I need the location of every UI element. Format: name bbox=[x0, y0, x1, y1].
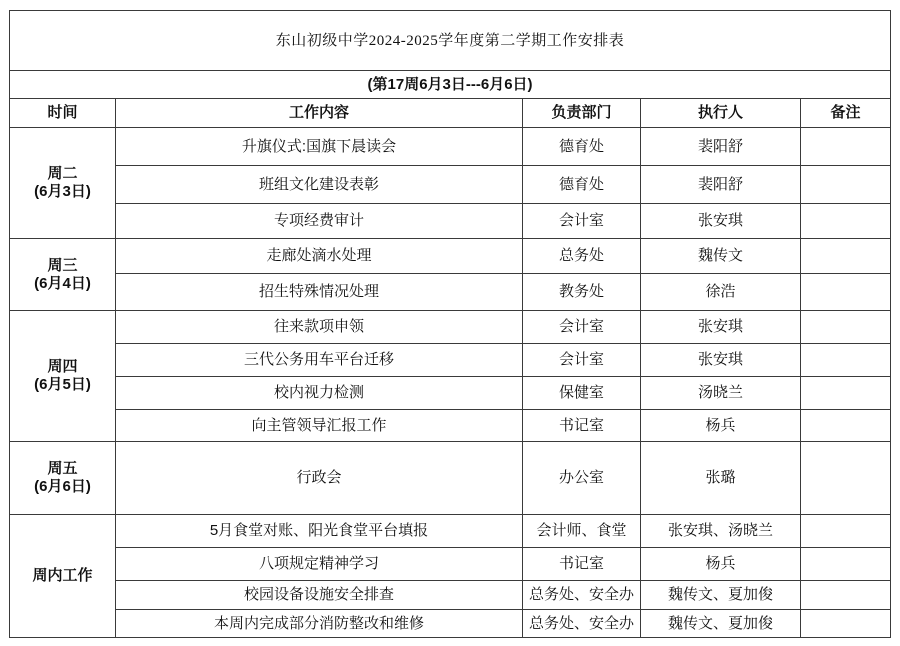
content-cell: 班组文化建设表彰 bbox=[116, 166, 523, 204]
table-row bbox=[10, 581, 891, 610]
dept-cell: 会计师、食堂 bbox=[523, 515, 641, 548]
note-cell bbox=[801, 204, 891, 239]
dept-cell: 德育处 bbox=[523, 166, 641, 204]
content-cell: 本周内完成部分消防整改和维修 bbox=[116, 610, 523, 638]
person-cell: 徐浩 bbox=[641, 274, 801, 311]
content-cell: 校园设备设施安全排查 bbox=[116, 581, 523, 610]
dept-cell: 会计室 bbox=[523, 311, 641, 344]
content-cell: 5月食堂对账、阳光食堂平台填报 bbox=[116, 515, 523, 548]
person-cell: 张安琪 bbox=[641, 344, 801, 377]
title-row bbox=[10, 11, 891, 71]
note-cell bbox=[801, 410, 891, 442]
dept-cell: 会计室 bbox=[523, 204, 641, 239]
day-cell-weekly bbox=[10, 515, 116, 638]
note-cell bbox=[801, 274, 891, 311]
person-cell: 张璐 bbox=[641, 442, 801, 515]
person-cell: 杨兵 bbox=[641, 410, 801, 442]
person-cell: 张安琪 bbox=[641, 204, 801, 239]
person-cell: 张安琪 bbox=[641, 311, 801, 344]
day-cell-friday bbox=[10, 442, 116, 515]
person-cell: 汤晓兰 bbox=[641, 377, 801, 410]
note-cell bbox=[801, 581, 891, 610]
day-cell-wednesday bbox=[10, 239, 116, 311]
person-cell: 裴阳舒 bbox=[641, 166, 801, 204]
table-row bbox=[10, 548, 891, 581]
content-cell: 升旗仪式:国旗下晨读会 bbox=[116, 128, 523, 166]
table-row bbox=[10, 204, 891, 239]
day-date: (6月3日) bbox=[34, 183, 91, 200]
note-cell bbox=[801, 128, 891, 166]
note-cell bbox=[801, 548, 891, 581]
header-person: 执行人 bbox=[641, 99, 801, 128]
content-cell: 八项规定精神学习 bbox=[116, 548, 523, 581]
note-cell bbox=[801, 311, 891, 344]
table-row bbox=[10, 410, 891, 442]
day-label: 周五 bbox=[47, 460, 78, 477]
dept-cell: 德育处 bbox=[523, 128, 641, 166]
dept-cell: 总务处 bbox=[523, 239, 641, 274]
note-cell bbox=[801, 610, 891, 638]
dept-cell: 书记室 bbox=[523, 548, 641, 581]
dept-cell: 书记室 bbox=[523, 410, 641, 442]
day-date: (6月5日) bbox=[34, 376, 91, 393]
note-cell bbox=[801, 239, 891, 274]
table-row bbox=[10, 610, 891, 638]
week-range: (第17周6月3日---6月6日) bbox=[10, 71, 891, 99]
person-cell: 裴阳舒 bbox=[641, 128, 801, 166]
person-cell: 杨兵 bbox=[641, 548, 801, 581]
content-cell: 行政会 bbox=[116, 442, 523, 515]
day-label: 周四 bbox=[47, 358, 78, 375]
header-dept: 负责部门 bbox=[523, 99, 641, 128]
dept-cell: 会计室 bbox=[523, 344, 641, 377]
table-row bbox=[10, 442, 891, 515]
dept-cell: 办公室 bbox=[523, 442, 641, 515]
dept-cell: 教务处 bbox=[523, 274, 641, 311]
day-label: 周二 bbox=[47, 165, 78, 182]
dept-cell: 保健室 bbox=[523, 377, 641, 410]
dept-cell: 总务处、安全办 bbox=[523, 581, 641, 610]
header-time: 时间 bbox=[10, 99, 116, 128]
person-cell: 魏传文 bbox=[641, 239, 801, 274]
day-label: 周三 bbox=[47, 256, 78, 274]
content-cell: 专项经费审计 bbox=[116, 204, 523, 239]
day-date: (6月4日) bbox=[34, 274, 91, 292]
header-note: 备注 bbox=[801, 99, 891, 128]
note-cell bbox=[801, 344, 891, 377]
subtitle-row bbox=[10, 71, 891, 99]
day-date: (6月6日) bbox=[34, 478, 91, 495]
note-cell bbox=[801, 515, 891, 548]
person-cell: 张安琪、汤晓兰 bbox=[641, 515, 801, 548]
table-row bbox=[10, 239, 891, 274]
table-row bbox=[10, 377, 891, 410]
day-cell-thursday bbox=[10, 311, 116, 442]
table-row bbox=[10, 515, 891, 548]
day-cell-tuesday bbox=[10, 128, 116, 239]
table-row bbox=[10, 166, 891, 204]
content-cell: 往来款项申领 bbox=[116, 311, 523, 344]
person-cell: 魏传文、夏加俊 bbox=[641, 581, 801, 610]
header-content: 工作内容 bbox=[116, 99, 523, 128]
note-cell bbox=[801, 442, 891, 515]
note-cell bbox=[801, 166, 891, 204]
table-row bbox=[10, 274, 891, 311]
content-cell: 三代公务用车平台迁移 bbox=[116, 344, 523, 377]
table-row bbox=[10, 311, 891, 344]
note-cell bbox=[801, 377, 891, 410]
dept-cell: 总务处、安全办 bbox=[523, 610, 641, 638]
content-cell: 招生特殊情况处理 bbox=[116, 274, 523, 311]
day-label: 周内工作 bbox=[32, 567, 93, 584]
schedule-table bbox=[9, 10, 891, 638]
person-cell: 魏传文、夏加俊 bbox=[641, 610, 801, 638]
header-row bbox=[10, 99, 891, 128]
content-cell: 校内视力检测 bbox=[116, 377, 523, 410]
table-row bbox=[10, 344, 891, 377]
page-title: 东山初级中学2024-2025学年度第二学期工作安排表 bbox=[10, 11, 891, 71]
content-cell: 向主管领导汇报工作 bbox=[116, 410, 523, 442]
content-cell: 走廊处滴水处理 bbox=[116, 239, 523, 274]
table-row bbox=[10, 128, 891, 166]
